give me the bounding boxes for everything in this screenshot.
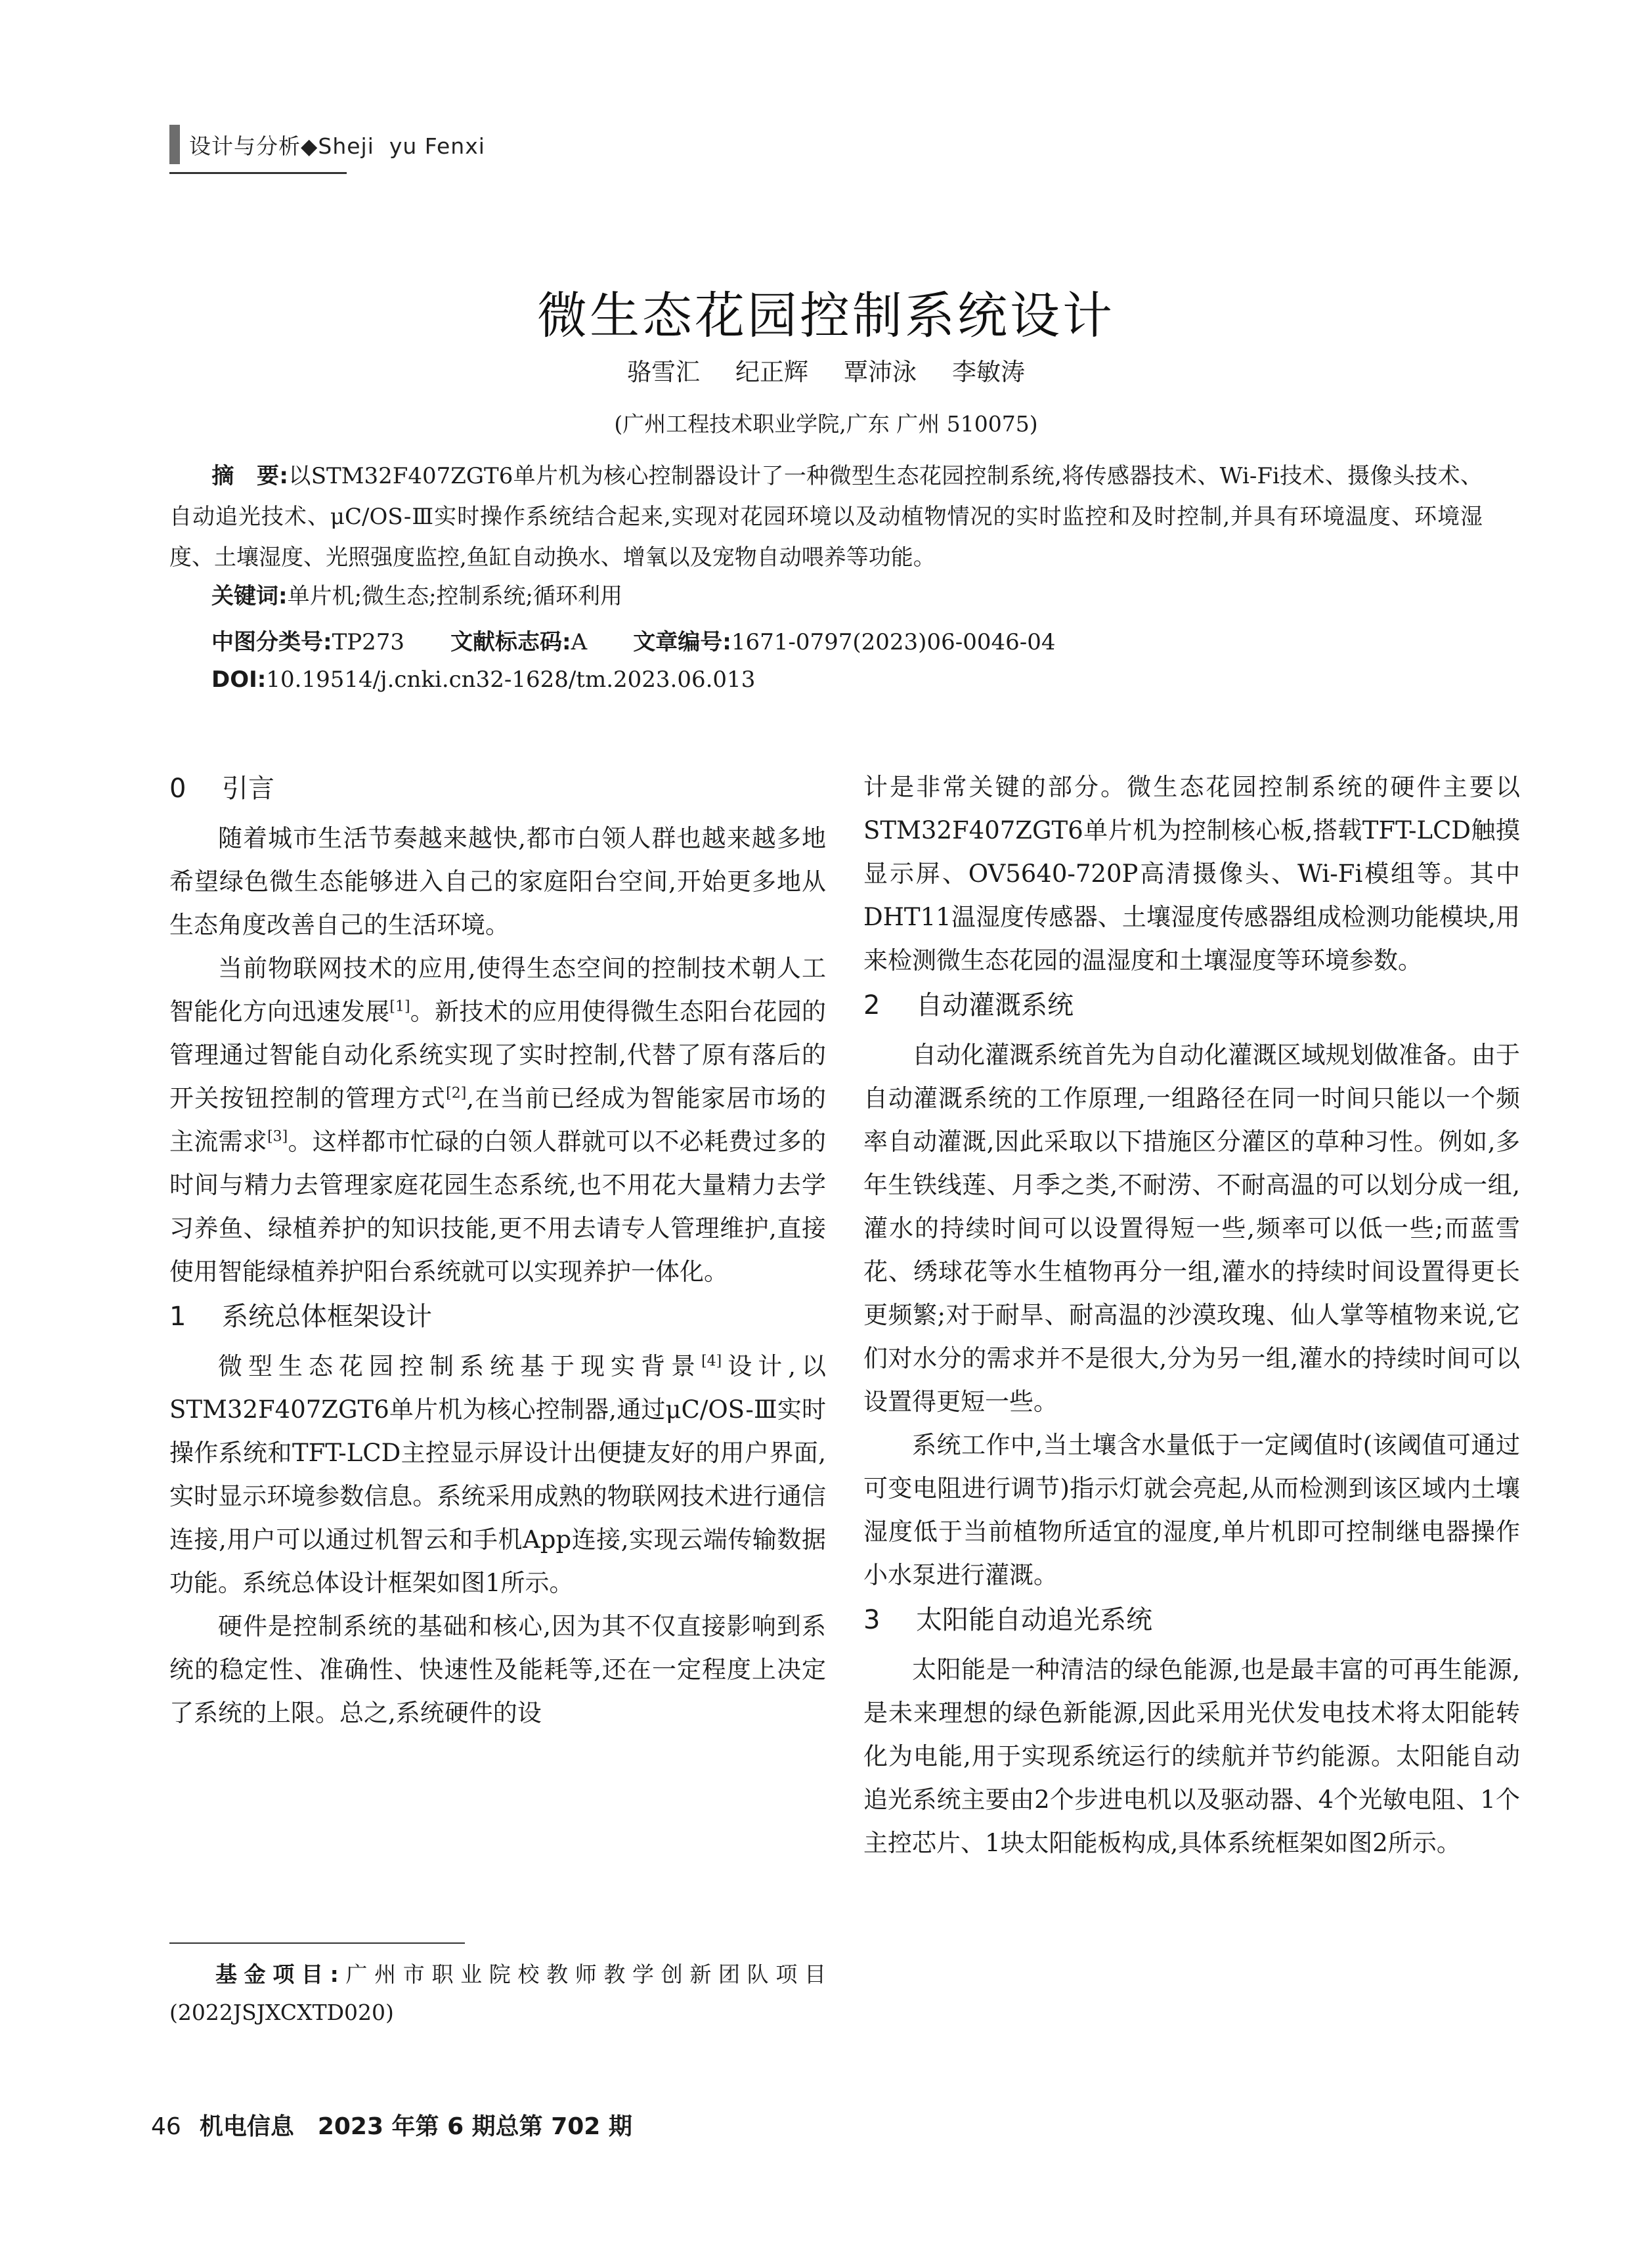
paragraph: 计是非常关键的部分。微生态花园控制系统的硬件主要以STM32F407ZGT6单片机为控制核心板,搭载TFT-LCD触摸显示屏、OV5640-720P高清摄像头、Wi-Fi模组等。其中DHT11温湿度传感器、土壤湿度传感器组成检测功能模块,用来检测微生态花园的温湿度和土壤湿度等环境参数。 [863, 773, 1520, 975]
author: 纪正辉 [735, 358, 808, 386]
page-footer [151, 2108, 632, 2141]
classification [211, 624, 1055, 656]
doc-code-label: 文献标志码: [450, 629, 571, 655]
section-heading-3: 3 太阳能自动追光系统 [863, 1605, 1152, 1635]
right-column [863, 766, 1520, 1865]
author: 覃沛泳 [844, 358, 917, 386]
section-heading-0: 0 引言 [169, 774, 274, 804]
doi [211, 667, 755, 693]
page-number: 46 [151, 2113, 181, 2140]
affiliation: (广州工程技术职业学院,广东 广州 510075) [614, 411, 1038, 437]
paragraph: 自动化灌溉系统首先为自动化灌溉区域规划做准备。由于自动灌溉系统的工作原理,一组路径在同一时间只能以一个频率自动灌溉,因此采取以下措施区分灌区的草种习性。例如,多年生铁线莲、月季之类,不耐涝、不耐高温的可以划分成一组,灌水的持续时间可以设置得短一些,频率可以低一些;而蓝雪花、绣球花等水生植物再分一组,灌水的持续时间设置得更长更频繁;对于耐旱、耐高温的沙漠玫瑰、仙人掌等植物来说,它们对水分的需求并不是很大,分为另一组,灌水的持续时间可以设置得更短一些。 [863, 1041, 1520, 1416]
section-heading-1: 1 系统总体框架设计 [169, 1302, 432, 1332]
doi-label: DOI: [211, 667, 267, 693]
paragraph: 系统工作中,当土壤含水量低于一定阈值时(该阈值可通过可变电阻进行调节)指示灯就会亮起,从而检测到该区域内土壤湿度低于当前植物所适宜的湿度,单片机即可控制继电器操作小水泵进行灌溉。 [863, 1431, 1520, 1589]
paper-title: 微生态花园控制系统设计 [537, 286, 1115, 345]
paragraph: 当前物联网技术的应用,使得生态空间的控制技术朝人工智能化方向迅速发展[1]。新技术的应用使得微生态阳台花园的管理通过智能自动化系统实现了实时控制,代替了原有落后的开关按钮控制的管理方式[2],在当前已经成为智能家居市场的主流需求[3]。这样都市忙碌的白领人群就可以不必耗费过多的时间与精力去管理家庭花园生态系统,也不用花大量精力去学习养鱼、绿植养护的知识技能,更不用去请专人管理维护,直接使用智能绿植养护阳台系统就可以实现养护一体化。 [169, 954, 827, 1286]
article-number-value: 1671-0797(2023)06-0046-04 [731, 629, 1056, 655]
citation: [2] [446, 1085, 467, 1102]
doc-code-value: A [571, 629, 588, 655]
paragraph: 硬件是控制系统的基础和核心,因为其不仅直接影响到系统的稳定性、准确性、快速性及能耗等,还在一定程度上决定了系统的上限。总之,系统硬件的设 [169, 1612, 826, 1727]
keywords-text: 单片机;微生态;控制系统;循环利用 [287, 583, 622, 609]
abstract [169, 456, 1483, 578]
paragraph: 微型生态花园控制系统基于现实背景[4]设计,以STM32F407ZGT6单片机为核心控制器,通过μC/OS-Ⅲ实时操作系统和TFT-LCD主控显示屏设计出便捷友好的用户界面,实时显示环境参数信息。系统采用成熟的物联网技术进行通信连接,用户可以通过机智云和手机App连接,实现云端传输数据功能。系统总体设计框架如图1所示。 [169, 1352, 827, 1597]
running-header [169, 125, 485, 164]
clc-label: 中图分类号: [211, 629, 332, 655]
article-number-label: 文章编号: [633, 629, 731, 655]
footnote-label: 基金项目: [215, 1961, 339, 1987]
journal-issue: 机电信息 2023 年第 6 期总第 702 期 [199, 2113, 632, 2140]
keywords [211, 578, 622, 610]
footnote-rule [169, 1942, 465, 1944]
citation: [1] [389, 998, 410, 1015]
running-header-text: 设计与分析◆Sheji yu Fenxi [189, 133, 485, 159]
header-bar-icon [169, 125, 180, 164]
section-heading-2: 2 自动灌溉系统 [863, 990, 1074, 1020]
abstract-text: 以STM32F407ZGT6单片机为核心控制器设计了一种微型生态花园控制系统,将传感器技术、Wi-Fi技术、摄像头技术、自动追光技术、μC/OS-Ⅲ实时操作系统结合起来,实现对花园环境以及动植物情况的实时监控和及时控制,并具有环境温度、环境湿度、土壤湿度、光照强度监控,鱼缸自动换水、增氧以及宠物自动喂养等功能。 [169, 463, 1483, 571]
footnote-text: 广州市职业院校教师教学创新团队项目(2022JSJXCXTD020) [169, 1961, 826, 2025]
author: 骆雪汇 [627, 358, 700, 386]
citation: [3] [267, 1128, 288, 1145]
header-rule [169, 172, 347, 174]
left-column [169, 766, 826, 1735]
abstract-label: 摘 要: [211, 463, 288, 489]
doi-value: 10.19514/j.cnki.cn32-1628/tm.2023.06.013 [266, 667, 756, 693]
author: 李敏涛 [952, 358, 1025, 386]
citation: [4] [701, 1353, 722, 1370]
author-list [0, 352, 1652, 387]
paragraph: 随着城市生活节奏越来越快,都市白领人群也越来越多地希望绿色微生态能够进入自己的家庭阳台空间,开始更多地从生态角度改善自己的生活环境。 [169, 824, 826, 939]
paragraph: 太阳能是一种清洁的绿色能源,也是最丰富的可再生能源,是未来理想的绿色新能源,因此采用光伏发电技术将太阳能转化为电能,用于实现系统运行的续航并节约能源。太阳能自动追光系统主要由2个步进电机以及驱动器、4个光敏电阻、1个主控芯片、1块太阳能板构成,具体系统框架如图2所示。 [863, 1655, 1520, 1857]
keywords-label: 关键词: [211, 583, 288, 609]
clc-value: TP273 [332, 629, 405, 655]
footnote [169, 1956, 826, 2032]
